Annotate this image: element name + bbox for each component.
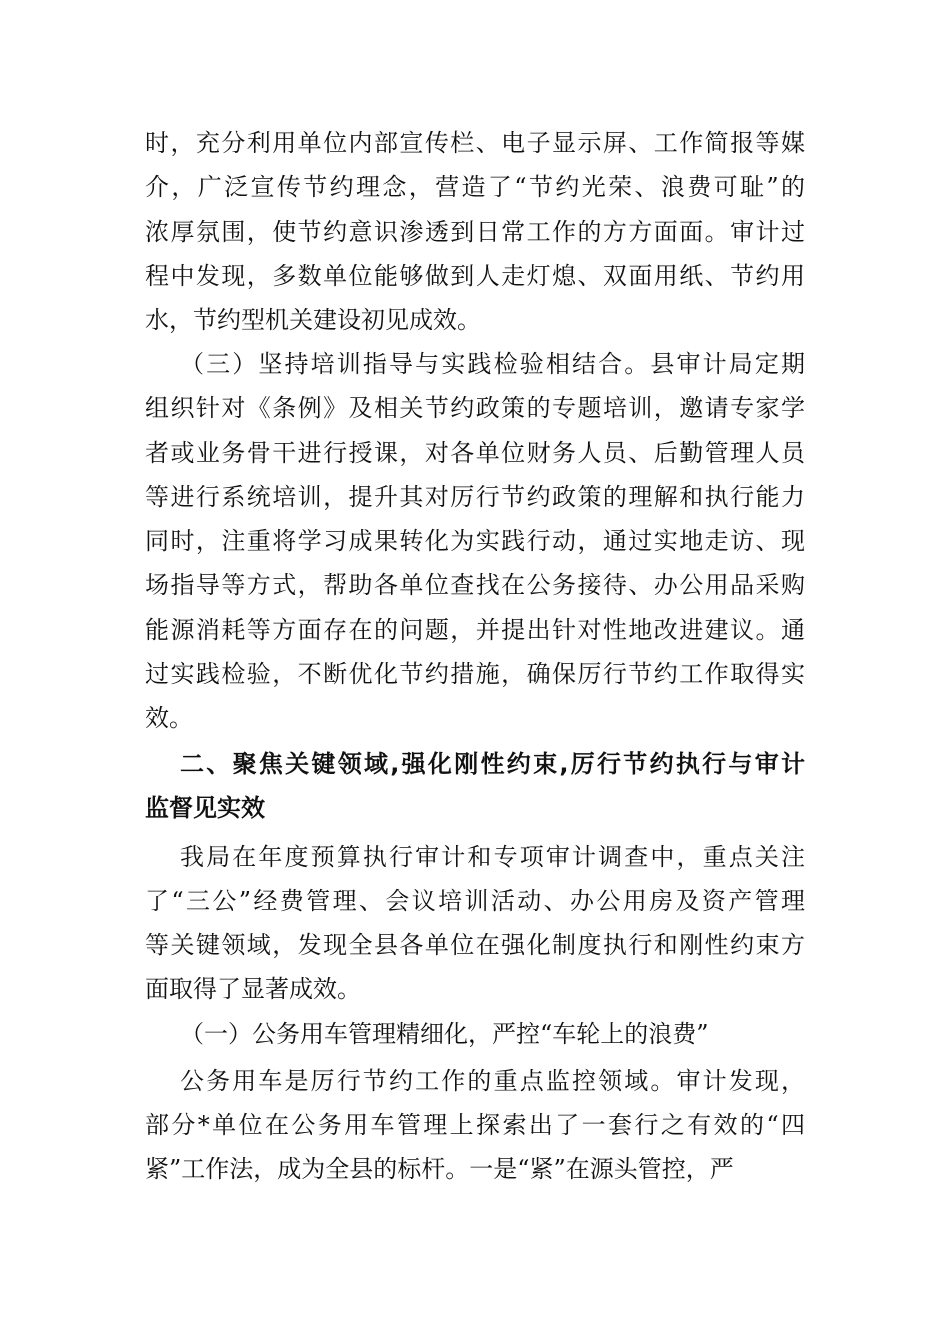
paragraph-line: 组织针对《条例》及相关节约政策的专题培训，邀请专家学	[145, 394, 805, 422]
paragraph-line: 面取得了显著成效。	[145, 975, 361, 1003]
section-heading-line: 二、聚焦关键领域,强化刚性约束,厉行节约执行与审计	[180, 750, 805, 778]
paragraph-line: 等进行系统培训，提升其对厉行节约政策的理解和执行能力	[145, 483, 805, 511]
paragraph-line: 程中发现，多数单位能够做到人走灯熄、双面用纸、节约用	[145, 262, 805, 290]
paragraph-line: 紧”工作法，成为全县的标杆。一是“紧”在源头管控，严	[145, 1155, 734, 1183]
paragraph-line: 能源消耗等方面存在的问题，并提出针对性地改进建议。通	[145, 616, 805, 644]
paragraph-line: 部分*单位在公务用车管理上探索出了一套行之有效的“四	[145, 1111, 805, 1139]
paragraph-line: 浓厚氛围，使节约意识渗透到日常工作的方方面面。审计过	[145, 218, 805, 246]
subsection-heading-line: （一）公务用车管理精细化，严控“车轮上的浪费”	[180, 1020, 709, 1048]
paragraph-line: 者或业务骨干进行授课，对各单位财务人员、后勤管理人员	[145, 439, 805, 467]
paragraph-line: （三）坚持培训指导与实践检验相结合。县审计局定期	[180, 350, 805, 378]
paragraph-line: 介，广泛宣传节约理念，营造了“节约光荣、浪费可耻”的	[145, 173, 805, 201]
paragraph-line: 公务用车是厉行节约工作的重点监控领域。审计发现，	[180, 1067, 805, 1095]
paragraph-line: 同时，注重将学习成果转化为实践行动，通过实地走访、现	[145, 527, 805, 555]
paragraph-line: 效。	[145, 704, 193, 732]
paragraph-line: 过实践检验，不断优化节约措施，确保厉行节约工作取得实	[145, 660, 805, 688]
section-heading-line: 监督见实效	[145, 794, 265, 822]
paragraph-line: 了“三公”经费管理、会议培训活动、办公用房及资产管理	[145, 887, 805, 915]
paragraph-line: 水，节约型机关建设初见成效。	[145, 306, 481, 334]
paragraph-line: 时，充分利用单位内部宣传栏、电子显示屏、工作简报等媒	[145, 129, 805, 157]
paragraph-line: 场指导等方式，帮助各单位查找在公务接待、办公用品采购	[145, 571, 805, 599]
paragraph-line: 我局在年度预算执行审计和专项审计调查中，重点关注	[180, 843, 805, 871]
paragraph-line: 等关键领域，发现全县各单位在强化制度执行和刚性约束方	[145, 931, 805, 959]
